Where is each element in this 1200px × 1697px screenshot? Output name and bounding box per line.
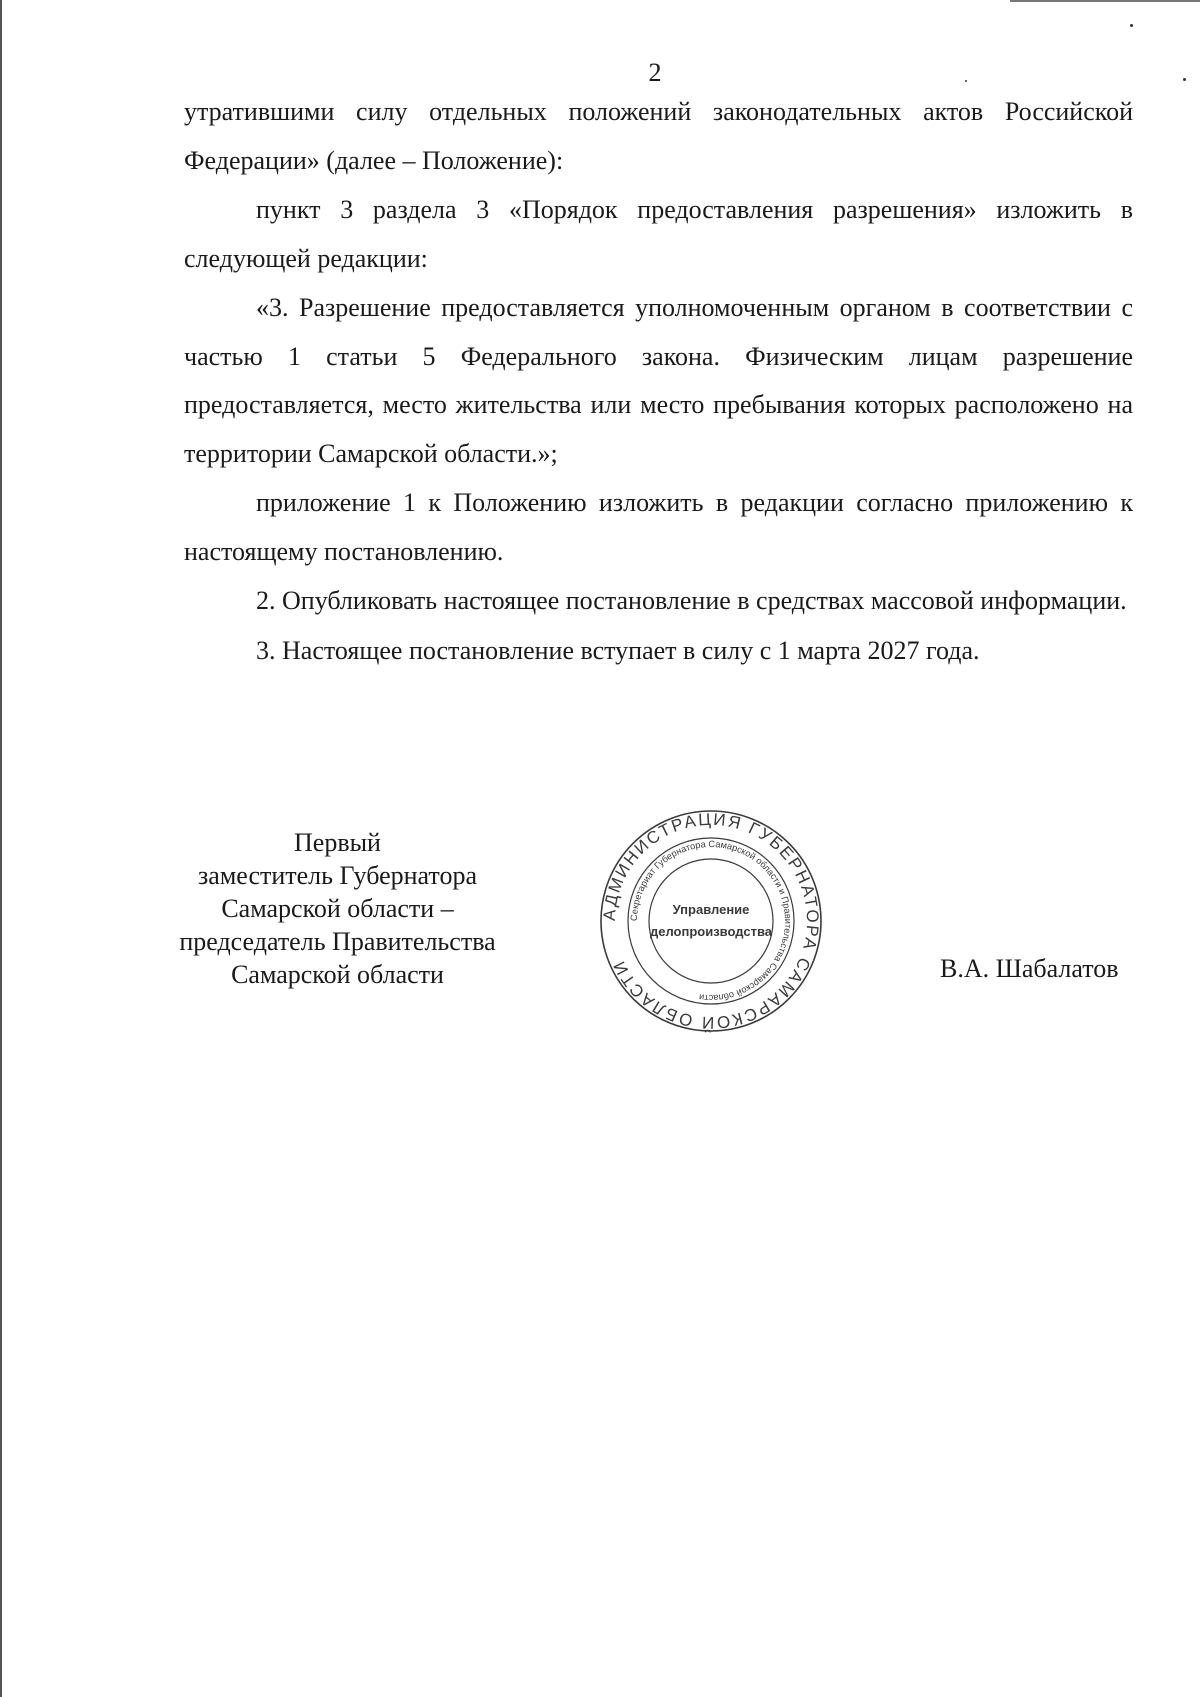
seal-middle-ring	[628, 838, 794, 1004]
paragraph-quoted-point: «3. Разрешение предоставляется уполномоченным органом в соответствии с частью 1 статьи 5 Федерального закона. Физическим лицам разрешение предоставляется, место жительства или место пребывания которых расположено на территории Самарской области.»;	[184, 293, 1133, 468]
scan-speck	[1130, 24, 1133, 27]
seal-outer-text: АДМИНИСТРАЦИЯ ГУБЕРНАТОРА САМАРСКОЙ ОБЛАСТИ	[599, 809, 823, 1033]
seal-inner-ring	[649, 859, 773, 983]
paragraph-effective-date: 3. Настоящее постановление вступает в силу с 1 марта 2027 года.	[256, 635, 980, 665]
document-body	[184, 88, 1133, 675]
paragraph-amendment-point: пункт 3 раздела 3 «Порядок предоставления разрешения» изложить в следующей редакции:	[184, 195, 1133, 273]
position-line: Самарской области	[231, 960, 444, 989]
signatory-name: В.А. Шабалатов	[940, 954, 1119, 983]
position-line: Первый	[294, 828, 381, 857]
position-line: Самарской области –	[221, 894, 454, 923]
page-edge-left	[0, 0, 2, 1697]
page-edge-top	[1010, 0, 1200, 2]
official-seal	[598, 808, 824, 1034]
page-number: 2	[648, 58, 662, 87]
position-line: председатель Правительства	[179, 927, 496, 956]
position-line: заместитель Губернатора	[198, 861, 477, 890]
scan-speck	[965, 80, 967, 82]
scan-speck	[1183, 78, 1186, 81]
seal-inner-text: Секретариат Губернатора Самарской области и Правительства Самарской области	[628, 838, 794, 1004]
seal-center-line: делопроизводства	[649, 924, 773, 939]
paragraph-publish: 2. Опубликовать настоящее постановление в средствах массовой информации.	[256, 586, 1127, 615]
seal-center-line: Управление	[672, 902, 750, 917]
paragraph-appendix: приложение 1 к Положению изложить в редакции согласно приложению к настоящему постановлению.	[184, 488, 1133, 566]
signatory-position	[160, 826, 515, 991]
paragraph-continuation: утратившими силу отдельных положений законодательных актов Российской Федерации» (далее – Положение):	[184, 97, 1133, 175]
